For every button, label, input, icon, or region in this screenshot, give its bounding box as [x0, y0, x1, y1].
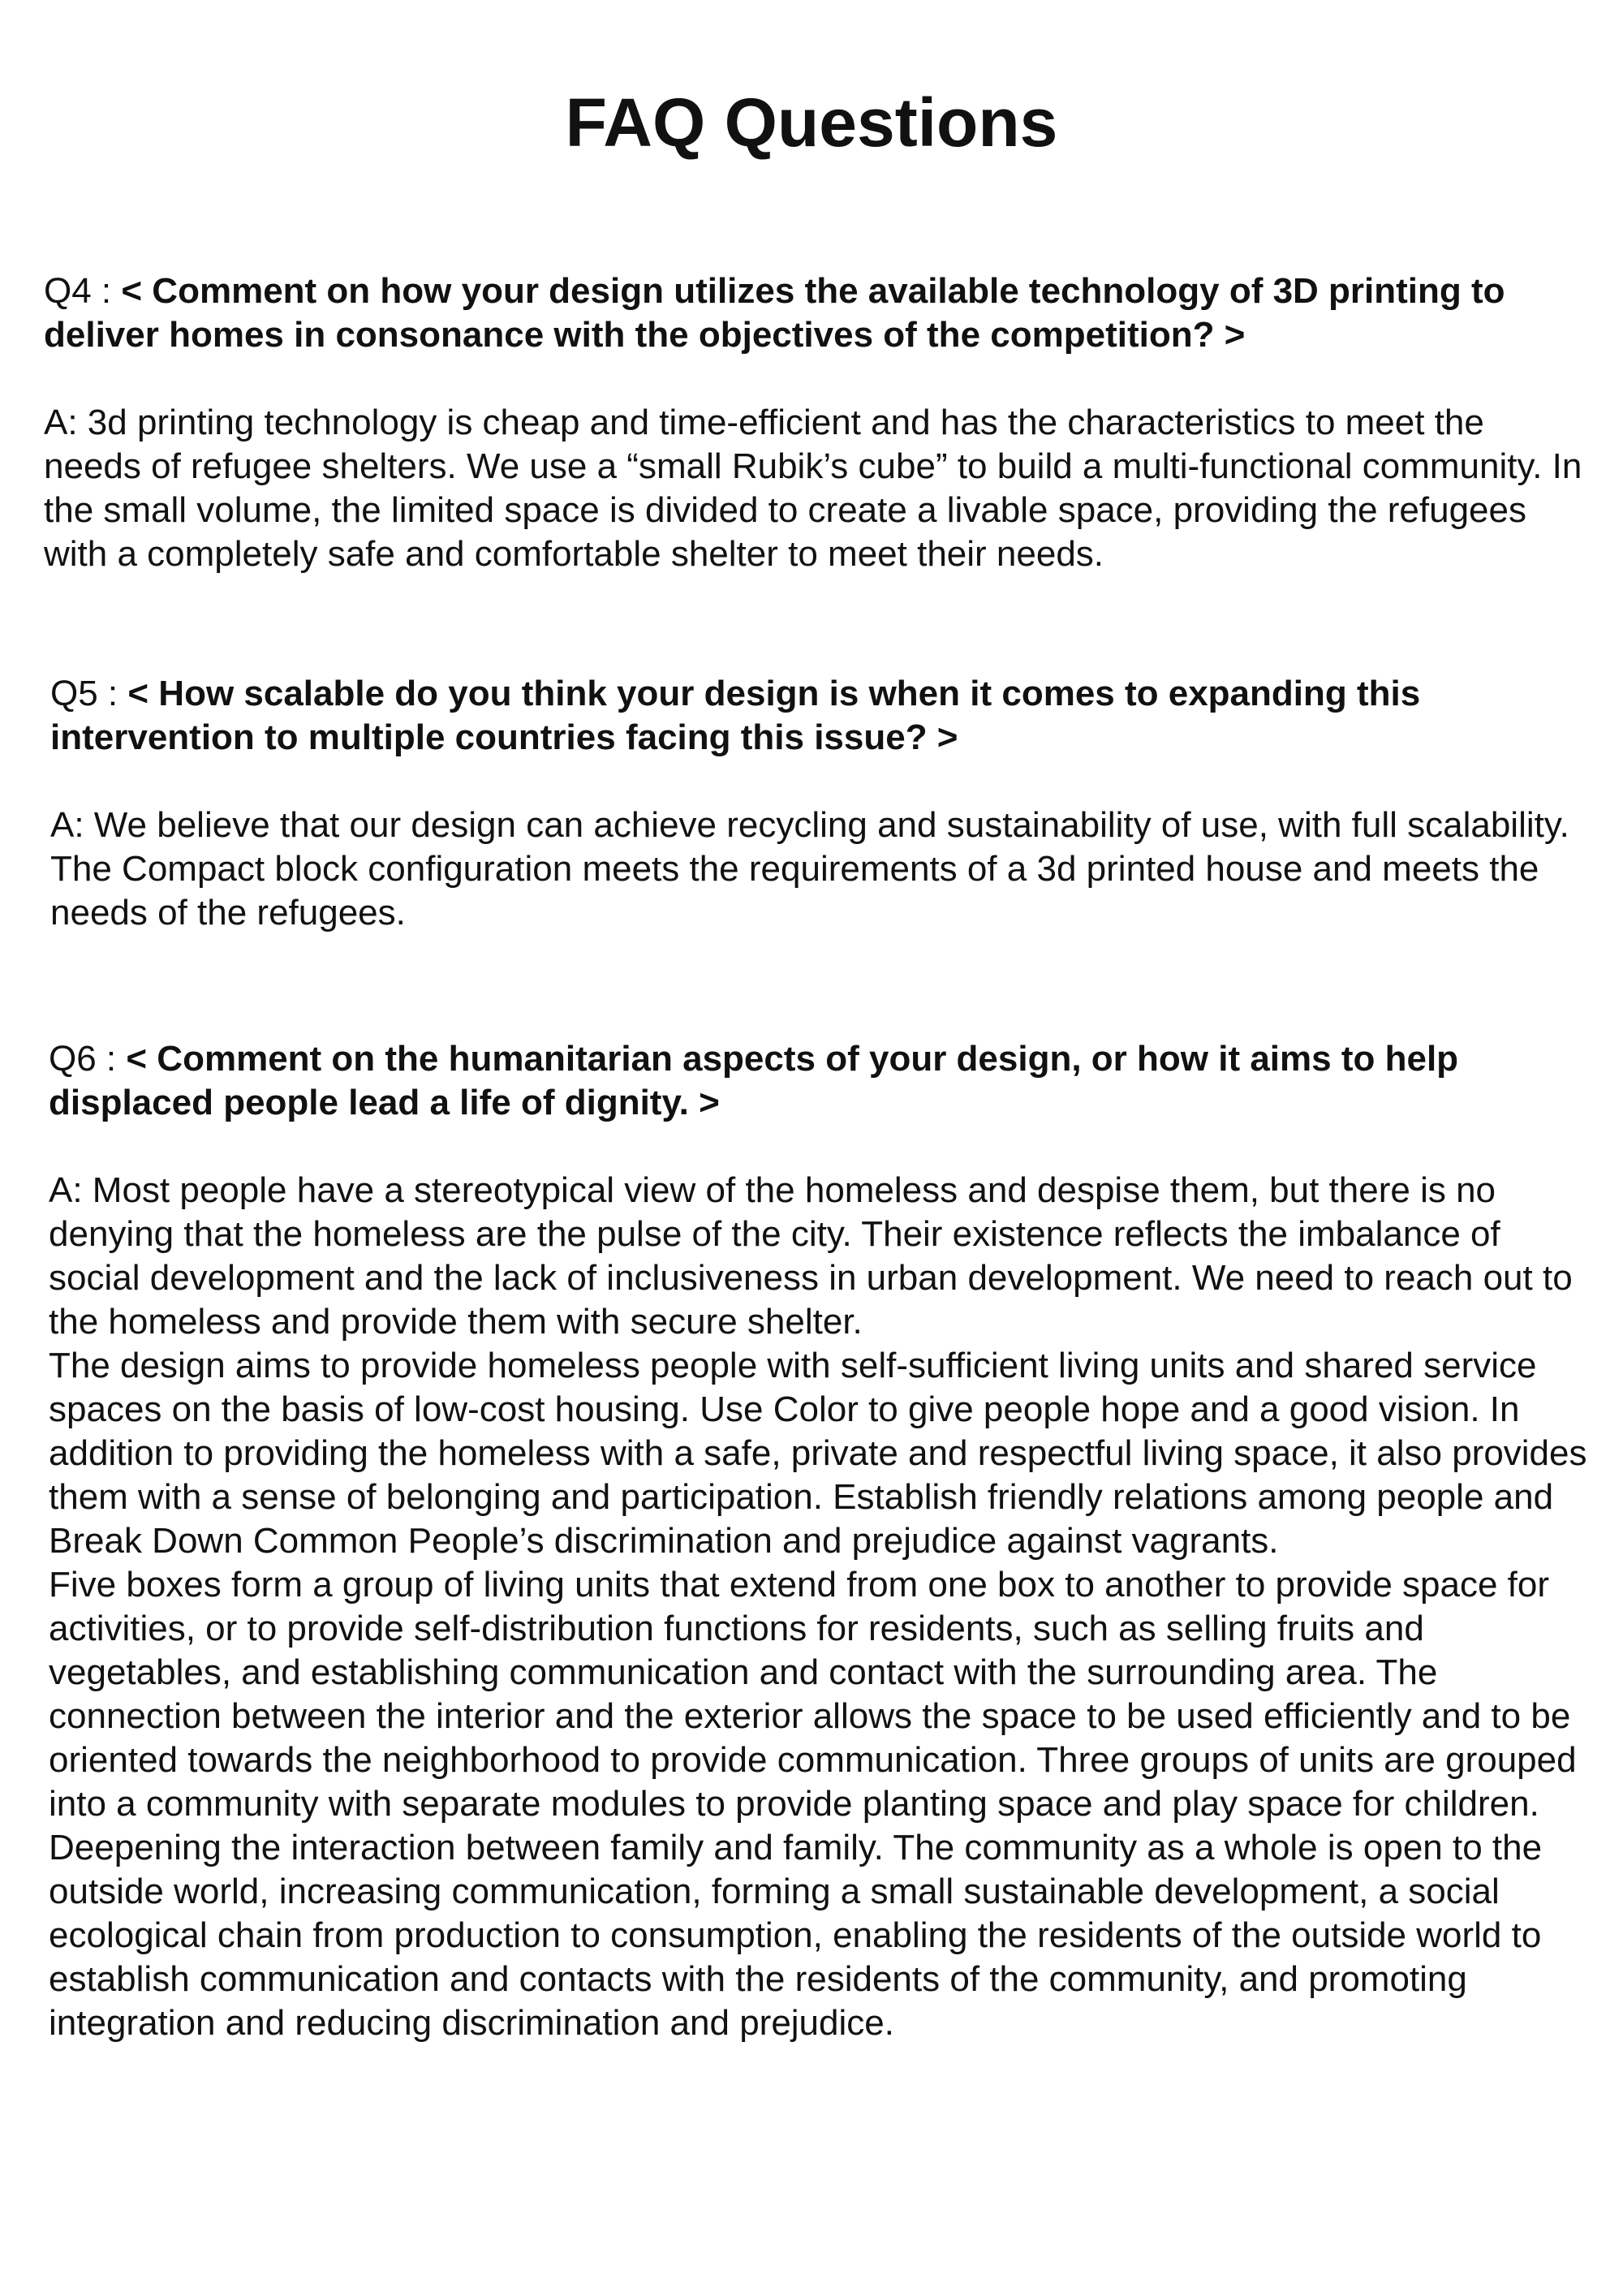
question-q5 [50, 672, 1584, 760]
answer-paragraph: A: Most people have a stereotypical view of the homeless and despise them, but there is no denying that the homeless are the pulse of the city. Their existence reflects the imbalance of social development and the lack of inclusiveness in urban development. We need to reach out to the homeless and provide them with secure shelter. [49, 1170, 1573, 1342]
answer-paragraph: A: We believe that our design can achieve recycling and sustainability of use, with full scalability. The Compact block configuration meets the requirements of a 3d printed house and meets the needs of the refugees. [50, 805, 1569, 933]
question-label: Q4 : [44, 271, 122, 311]
answer-q6 [49, 1169, 1591, 2045]
question-label: Q6 : [49, 1039, 127, 1079]
faq-item-q5 [50, 672, 1584, 935]
question-text: < How scalable do you think your design is when it comes to expanding this intervention to multiple countries facing this issue? > [50, 674, 1421, 757]
question-label: Q5 : [50, 674, 128, 713]
answer-paragraph: A: 3d printing technology is cheap and time-efficient and has the characteristics to meet the needs of refugee shelters. We use a “small Rubik’s cube” to build a multi-functional community. In the small volume, the limited space is divided to create a livable space, providing the refugees with a completely safe and comfortable shelter to meet their needs. [44, 403, 1582, 574]
page-title: FAQ Questions [565, 84, 1058, 161]
answer-q4 [44, 401, 1586, 576]
question-text: < Comment on the humanitarian aspects of your design, or how it aims to help displaced people lead a life of dignity. > [49, 1039, 1459, 1122]
answer-paragraph: The design aims to provide homeless people with self-sufficient living units and shared service spaces on the basis of low-cost housing. Use Color to give people hope and a good vision. In addition to providing the homeless with a safe, private and respectful living space, it also provides them with a sense of belonging and participation. Establish friendly relations among people and Break Down Common People’s discrimination and prejudice against vagrants. [49, 1346, 1587, 1561]
question-q6 [49, 1037, 1591, 1125]
faq-item-q4 [44, 269, 1586, 576]
question-text: < Comment on how your design utilizes the available technology of 3D printing to deliver homes in consonance with the objectives of the competition? > [44, 271, 1505, 355]
answer-paragraph: Five boxes form a group of living units that extend from one box to another to provide space for activities, or to provide self-distribution functions for residents, such as selling fruits and vegetables, and establishing communication and contact with the surrounding area. The connection between the interior and the exterior allows the space to be used efficiently and to be oriented towards the neighborhood to provide communication. Three groups of units are grouped into a community with separate modules to provide planting space and play space for children. Deepening the interaction between family and family. The community as a whole is open to the outside world, increasing communication, forming a small sustainable development, a social ecological chain from production to consumption, enabling the residents of the outside world to establish communication and contacts with the residents of the community, and promoting integration and reducing discrimination and prejudice. [49, 1565, 1577, 2043]
faq-item-q6 [49, 1037, 1591, 2045]
question-q4 [44, 269, 1586, 357]
answer-q5 [50, 803, 1584, 935]
